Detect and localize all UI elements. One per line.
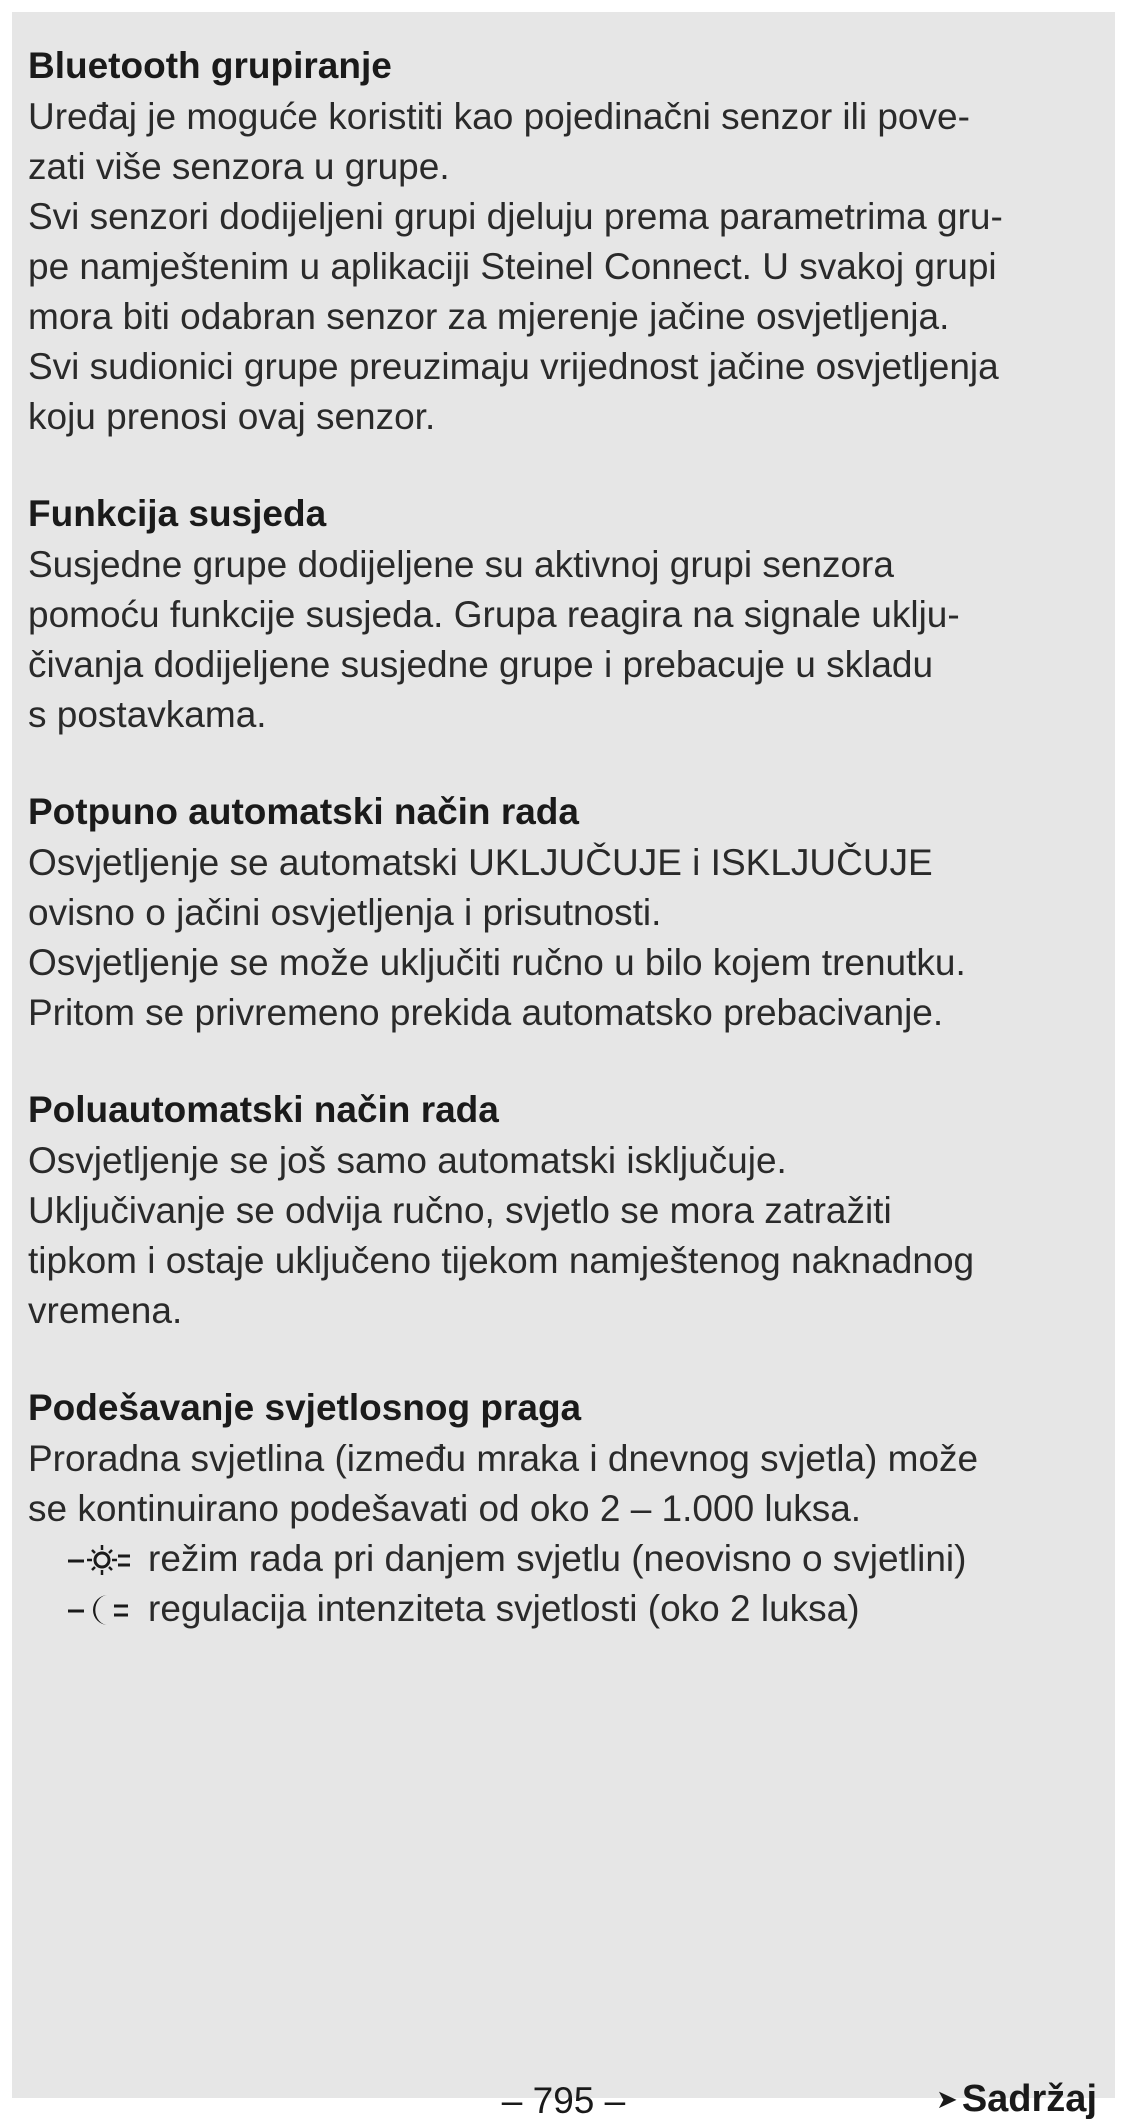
text-line: Osvjetljenje se još samo automatski isključuje.	[28, 1140, 787, 1181]
text-line: ovisno o jačini osvjetljenja i prisutnosti.	[28, 892, 662, 933]
text-line: tipkom i ostaje uključeno tijekom namještenog naknadnog	[28, 1240, 975, 1281]
section-body	[28, 1136, 1108, 1336]
section-title: Bluetooth grupiranje	[28, 45, 392, 86]
text-line: Svi senzori dodijeljeni grupi djeluju prema parametrima gru-	[28, 196, 1003, 237]
section-body	[28, 540, 1108, 740]
text-line: Proradna svjetlina (između mraka i dnevnog svjetla) može	[28, 1438, 979, 1479]
text-line: s postavkama.	[28, 694, 267, 735]
section-title: Potpuno automatski način rada	[28, 791, 579, 832]
bullet-daylight-mode	[28, 1534, 1108, 1584]
section-neighbour-function	[28, 490, 1108, 740]
bullet-text: regulacija intenziteta svjetlosti (oko 2 luksa)	[148, 1588, 860, 1629]
text-line: Uređaj je moguće koristiti kao pojedinačni senzor ili pove-	[28, 96, 970, 137]
sun-icon	[68, 1539, 148, 1579]
page-number: – 795 –	[501, 2080, 626, 2121]
text-line: koju prenosi ovaj senzor.	[28, 396, 436, 437]
text-line: Pritom se privremeno prekida automatsko prebacivanje.	[28, 992, 944, 1033]
text-line: Osvjetljenje se može uključiti ručno u bilo kojem trenutku.	[28, 942, 966, 983]
text-line: Osvjetljenje se automatski UKLJUČUJE i ISKLJUČUJE	[28, 842, 933, 883]
section-fully-automatic-mode	[28, 788, 1108, 1038]
text-line: se kontinuirano podešavati od oko 2 – 1.000 luksa.	[28, 1488, 862, 1529]
section-body	[28, 1434, 1108, 1534]
bullet-dimming	[28, 1584, 1108, 1634]
section-body	[28, 92, 1108, 442]
text-line: Susjedne grupe dodijeljene su aktivnoj grupi senzora	[28, 544, 894, 585]
text-line: Uključivanje se odvija ručno, svjetlo se mora zatražiti	[28, 1190, 892, 1231]
page-background	[12, 12, 1115, 2098]
arrow-right-icon: ➤	[936, 2084, 958, 2114]
text-line: zati više senzora u grupe.	[28, 146, 450, 187]
section-title: Poluautomatski način rada	[28, 1089, 499, 1130]
contents-link[interactable]	[936, 2078, 1097, 2121]
text-line: pe namještenim u aplikaciji Steinel Connect. U svakoj grupi	[28, 246, 997, 287]
bullet-text: režim rada pri danjem svjetlu (neovisno o svjetlini)	[148, 1538, 967, 1579]
section-title: Podešavanje svjetlosnog praga	[28, 1387, 582, 1428]
section-bluetooth-grouping	[28, 42, 1108, 442]
section-title: Funkcija susjeda	[28, 493, 327, 534]
text-line: pomoću funkcije susjeda. Grupa reagira na signale uklju-	[28, 594, 960, 635]
text-line: mora biti odabran senzor za mjerenje jačine osvjetljenja.	[28, 296, 950, 337]
document-content	[28, 42, 1108, 1682]
moon-icon	[68, 1589, 148, 1629]
text-line: čivanja dodijeljene susjedne grupe i prebacuje u skladu	[28, 644, 934, 685]
section-body	[28, 838, 1108, 1038]
text-line: Svi sudionici grupe preuzimaju vrijednost jačine osvjetljenja	[28, 346, 999, 387]
contents-link-label: Sadržaj	[961, 2078, 1097, 2120]
section-light-threshold	[28, 1384, 1108, 1634]
text-line: vremena.	[28, 1290, 183, 1331]
section-semi-automatic-mode	[28, 1086, 1108, 1336]
